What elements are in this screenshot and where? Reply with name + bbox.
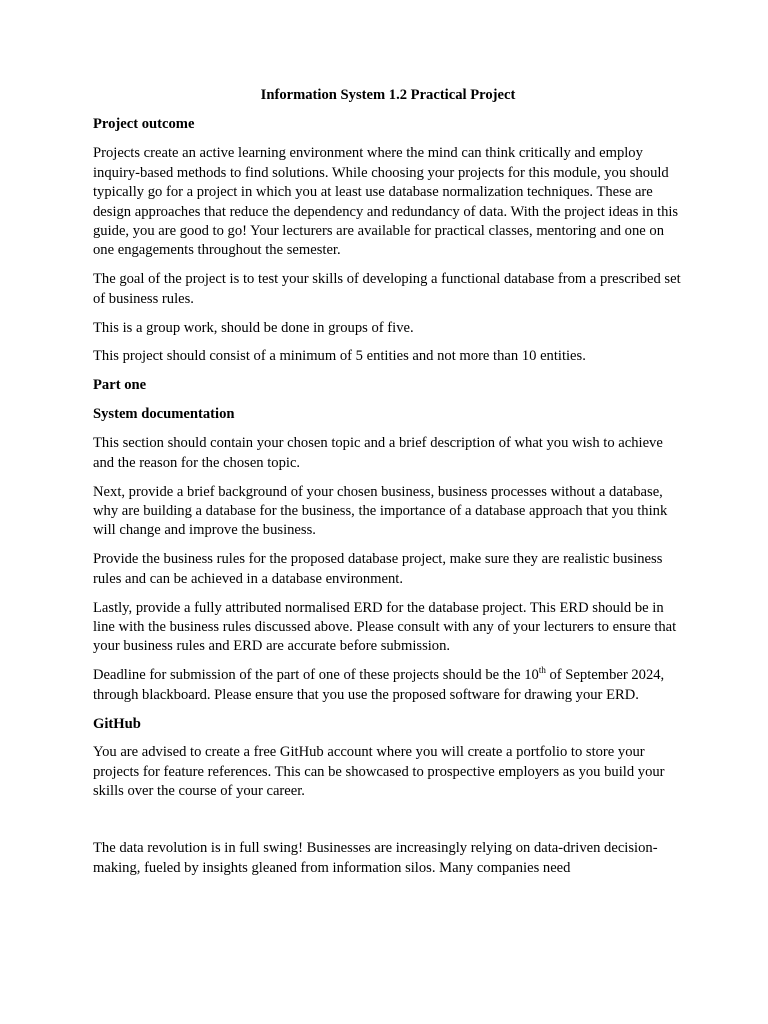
blank-line (93, 811, 683, 839)
paragraph-goal: The goal of the project is to test your skills of developing a functional database from a prescribed set of business rules. (93, 271, 681, 307)
heading-project-outcome: Project outcome (93, 116, 195, 133)
paragraph-github: You are advised to create a free GitHub account where you will create a portfolio to store your projects for feature references. This can be showcased to prospective employers as you build your skills over the course of your career. (93, 744, 665, 800)
paragraph-business-rules: Provide the business rules for the proposed database project, make sure they are realistic business rules and can be achieved in a database environment. (93, 551, 663, 587)
deadline-ordinal-suffix: th (538, 665, 546, 676)
paragraph-background: Next, provide a brief background of your chosen business, business processes without a database, why are building a database for the business, the importance of a database approach that you think will change and improve the business. (93, 483, 668, 539)
paragraph-data-revolution: The data revolution is in full swing! Businesses are increasingly relying on data-driven decision-making, fueled by insights gleaned from information silos. Many companies need (93, 840, 658, 876)
paragraph-system-documentation: This section should contain your chosen topic and a brief description of what you wish to achieve and the reason for the chosen topic. (93, 435, 663, 471)
paragraph-deadline (93, 666, 683, 705)
heading-github: GitHub (93, 715, 141, 732)
paragraph-project-outcome: Projects create an active learning environment where the mind can think critically and employ inquiry-based methods to find solutions. While choosing your projects for this module, you should typically go for a project in which you at least use database normalization techniques. These are design approaches that reduce the dependency and redundancy of data. With the project ideas in this guide, you are good to go! Your lecturers are available for practical classes, mentoring and one on one engagements throughout the semester. (93, 145, 679, 259)
paragraph-erd: Lastly, provide a fully attributed normalised ERD for the database project. This ERD should be in line with the business rules discussed above. Please consult with any of your lecturers to ensure that your business rules and ERD are accurate before submission. (93, 599, 677, 655)
document-title: Information System 1.2 Practical Project (260, 87, 516, 103)
paragraph-entities: This project should consist of a minimum of 5 entities and not more than 10 entities. (93, 348, 586, 365)
deadline-text-end: of September 2024, through blackboard. Please ensure that you use the proposed software for drawing your ERD. (93, 667, 665, 703)
deadline-text-start: Deadline for submission of the part of one of these projects should be the 10 (93, 667, 539, 684)
paragraph-group-work: This is a group work, should be done in groups of five. (93, 319, 414, 336)
heading-system-documentation: System documentation (93, 406, 235, 423)
heading-part-one: Part one (93, 377, 147, 394)
document-page (93, 86, 683, 888)
